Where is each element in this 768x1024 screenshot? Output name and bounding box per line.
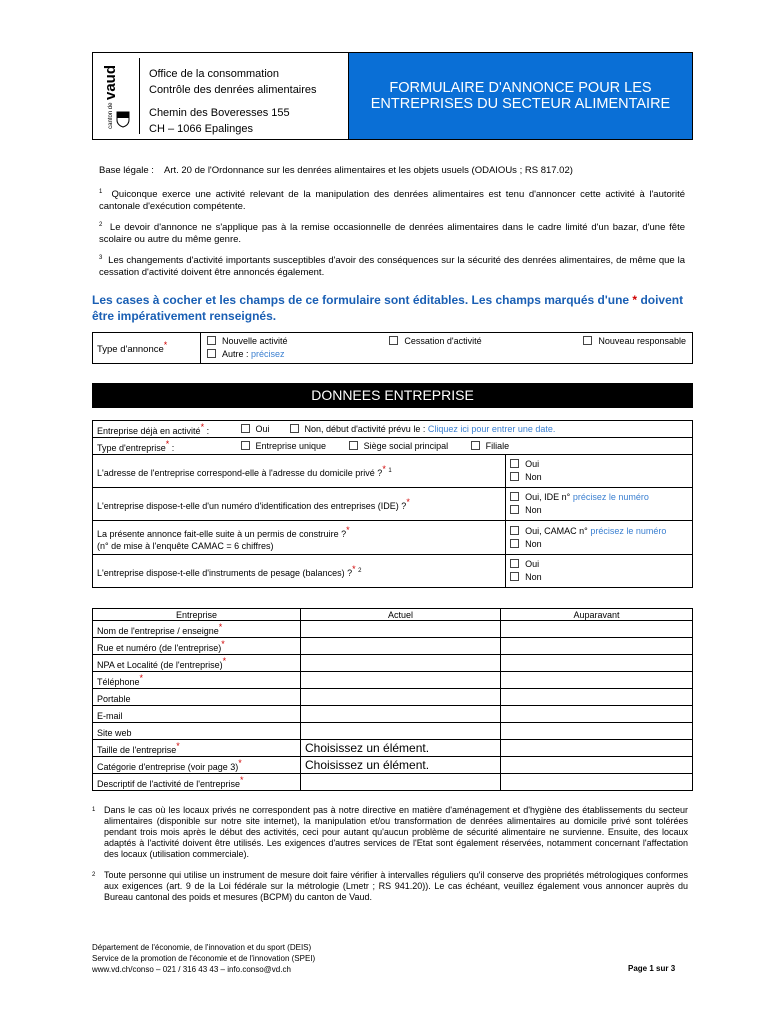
required-star: *	[632, 293, 638, 307]
start-date-field[interactable]: Cliquez ici pour entrer une date.	[427, 424, 556, 434]
office-address	[139, 58, 317, 134]
legal-basis	[99, 165, 573, 176]
current-value-field[interactable]	[301, 638, 501, 655]
document-header	[92, 52, 693, 140]
row-label: Téléphone*	[93, 672, 301, 689]
table-row	[93, 774, 693, 791]
company-details-table	[92, 608, 693, 791]
ide-no[interactable]: Non	[510, 505, 542, 515]
col-header-previous: Auparavant	[501, 609, 693, 621]
option-new-activity[interactable]: Nouvelle activité	[207, 335, 288, 348]
table-row	[93, 689, 693, 706]
canton-logo	[93, 53, 139, 139]
address-no-checkbox[interactable]	[510, 472, 519, 481]
form-title-line2: ENTREPRISES DU SECTEUR ALIMENTAIRE	[370, 96, 671, 112]
page-number: Page 1 sur 3	[628, 964, 676, 973]
active-no-checkbox[interactable]	[290, 424, 299, 433]
logo-big-text: vaud	[102, 65, 119, 101]
legal-paragraph-1: $^1$ Quiconque exerce une activité relevant de la manipulation des denrées alimentaires est tenu d'annoncer cette activité à l'autorité cantonale d'exécution compétente.	[99, 189, 685, 213]
address-yes[interactable]: Oui	[510, 459, 539, 469]
active-label: Entreprise déjà en activité* :	[93, 421, 237, 438]
type-branch-checkbox[interactable]	[471, 441, 480, 450]
scales-no-checkbox[interactable]	[510, 572, 519, 581]
active-yes[interactable]: Oui	[241, 424, 270, 434]
table-row	[93, 740, 693, 757]
previous-value-field[interactable]	[501, 655, 693, 672]
camac-no-checkbox[interactable]	[510, 539, 519, 548]
previous-value-field[interactable]	[501, 774, 693, 791]
table-row	[93, 672, 693, 689]
announcement-type-table	[92, 332, 693, 364]
table-row	[93, 723, 693, 740]
table-row	[93, 757, 693, 774]
ide-no-checkbox[interactable]	[510, 505, 519, 514]
scales-yes-checkbox[interactable]	[510, 559, 519, 568]
service-name: Contrôle des denrées alimentaires	[149, 83, 317, 96]
row-label: E-mail	[93, 706, 301, 723]
camac-no[interactable]: Non	[510, 539, 542, 549]
option-other[interactable]: Autre : précisez	[207, 349, 285, 359]
camac-number-field[interactable]: précisez le numéro	[590, 525, 667, 536]
footnote-1: 1 Dans le cas où les locaux privés ne correspondent pas à notre directive en matière d'aménagement et d'hygiène des établissements du secteur alimentaires (disponible sur notre site internet), la manipulation et/ou transformation de denrées alimentaires au domicile privé sont tolérées pendant trois mois après le début des activités, ceci pour autant qu'aucun problème de sécurité alimentaire ne survienne. Ensuite, des locaux adaptés à l'activité doivent être utilisés. Les exigences d'autres services de l'Etat sont également réservées, notamment concernant l'affectation des locaux (utilisation commerciale).	[92, 805, 688, 859]
legal-paragraph-3: $^3$ Les changements d'activité importants susceptibles d'avoir des conséquences sur la sécurité des denrées alimentaires, de même que la cessation d'activité doivent être annoncés également.	[99, 255, 685, 279]
option-cessation[interactable]: Cessation d'activité	[389, 335, 481, 348]
option-new-manager[interactable]: Nouveau responsable	[583, 335, 686, 348]
col-header-company: Entreprise	[93, 609, 301, 621]
scales-yes[interactable]: Oui	[510, 559, 539, 569]
previous-value-field[interactable]	[501, 706, 693, 723]
active-no[interactable]: Non, début d'activité prévu le :	[290, 424, 426, 434]
current-value-field[interactable]	[301, 723, 501, 740]
editable-notice: Les cases à cocher et les champs de ce formulaire sont éditables. Les champs marqués d'une * doivent être impérativement renseignés.	[92, 293, 684, 323]
announcement-type-label: Type d'annonce*	[93, 333, 201, 364]
type-single[interactable]: Entreprise unique	[241, 441, 327, 451]
footnote-2: 2 Toute personne qui utilise un instrument de mesure doit faire vérifier à intervalles réguliers qu'il conserve des propriétés métrologiques conformes aux exigences (art. 9 de la Loi fédérale sur la métrologie (Lmetr ; RS 941.20)). Le cas échéant, veuillez également vous annoncer auprès du Bureau cantonal des poids et mesures (BCPM) du canton de Vaud.	[92, 870, 688, 902]
footer-department: Département de l'économie, de l'innovation et du sport (DEIS)	[92, 943, 312, 952]
row-label: NPA et Localité (de l'entreprise)*	[93, 655, 301, 672]
scales-no[interactable]: Non	[510, 572, 542, 582]
new-manager-checkbox[interactable]	[583, 336, 592, 345]
current-value-field[interactable]	[301, 672, 501, 689]
ide-number-field[interactable]: précisez le numéro	[572, 492, 649, 502]
footer-contact: www.vd.ch/conso – 021 / 316 43 43 – info.conso@vd.ch	[92, 965, 291, 974]
form-title-line1: FORMULAIRE D'ANNONCE POUR LES	[389, 80, 652, 96]
row-label: Taille de l'entreprise*	[93, 740, 301, 757]
row-label: Site web	[93, 723, 301, 740]
current-value-field[interactable]	[301, 774, 501, 791]
office-name: Office de la consommation	[149, 68, 280, 80]
page-footer	[92, 942, 315, 975]
ide-yes-checkbox[interactable]	[510, 492, 519, 501]
active-yes-checkbox[interactable]	[241, 424, 250, 433]
form-title	[349, 53, 692, 139]
ide-question: L'entreprise dispose-t-elle d'un numéro d'identification des entreprises (IDE) ?*	[93, 488, 506, 521]
new-activity-checkbox[interactable]	[207, 336, 216, 345]
address-yes-checkbox[interactable]	[510, 459, 519, 468]
logo-small-text: canton de	[108, 102, 114, 129]
previous-value-field[interactable]	[501, 621, 693, 638]
current-value-field[interactable]	[301, 689, 501, 706]
row-label: Nom de l'entreprise / enseigne*	[93, 621, 301, 638]
legal-label: Base légale :	[99, 165, 154, 176]
previous-value-field[interactable]	[501, 672, 693, 689]
type-single-checkbox[interactable]	[241, 441, 250, 450]
office-block	[93, 53, 349, 139]
permit-question: La présente annonce fait-elle suite à un permis de construire ?* (n° de mise à l'enquête CAMAC = 6 chiffres)	[93, 521, 506, 555]
row-label: Portable	[93, 689, 301, 706]
city-address: CH – 1066 Epalinges	[149, 122, 253, 135]
company-info-table	[92, 420, 693, 588]
table-row	[93, 621, 693, 638]
camac-yes-checkbox[interactable]	[510, 526, 519, 535]
other-specify-field[interactable]: précisez	[251, 349, 285, 359]
other-checkbox[interactable]	[207, 349, 216, 358]
previous-value-field[interactable]	[501, 689, 693, 706]
type-headquarters-checkbox[interactable]	[349, 441, 358, 450]
table-row	[93, 706, 693, 723]
table-row	[93, 655, 693, 672]
address-no[interactable]: Non	[510, 472, 542, 482]
type-branch[interactable]: Filiale	[471, 441, 510, 451]
current-value-field[interactable]	[301, 655, 501, 672]
type-headquarters[interactable]: Siège social principal	[349, 441, 449, 451]
row-label: Rue et numéro (de l'entreprise)*	[93, 638, 301, 655]
ide-yes[interactable]: Oui, IDE n° précisez le numéro	[510, 492, 649, 502]
scales-question: L'entreprise dispose-t-elle d'instruments de pesage (balances) ?* $^2$	[93, 555, 506, 588]
previous-value-field[interactable]	[501, 757, 693, 774]
current-value-field[interactable]: Choisissez un élément.	[301, 757, 501, 774]
legal-text: Art. 20 de l'Ordonnance sur les denrées alimentaires et les objets usuels (ODAIOUs ; RS 817.02)	[163, 165, 573, 176]
current-value-field[interactable]: Choisissez un élément.	[301, 740, 501, 757]
camac-yes[interactable]: Oui, CAMAC n° précisez le numéro	[510, 526, 666, 536]
section-heading: DONNEES ENTREPRISE	[92, 383, 693, 408]
row-label: Catégorie d'entreprise (voir page 3)*	[93, 757, 301, 774]
shield-icon	[116, 111, 130, 128]
current-value-field[interactable]	[301, 621, 501, 638]
row-label: Descriptif de l'activité de l'entreprise*	[93, 774, 301, 791]
table-row	[93, 638, 693, 655]
address-question: L'adresse de l'entreprise correspond-elle à l'adresse du domicile privé ?* $^1$	[93, 455, 506, 488]
type-label: Type d'entreprise* :	[93, 438, 237, 455]
legal-paragraph-2: $^2$ Le devoir d'annonce ne s'applique pas à la remise occasionnelle de denrées alimentaires dans le cadre limité d'un bazar, d'une fête scolaire ou autre du même genre.	[99, 222, 685, 246]
previous-value-field[interactable]	[501, 740, 693, 757]
previous-value-field[interactable]	[501, 723, 693, 740]
col-header-current: Actuel	[301, 609, 501, 621]
current-value-field[interactable]	[301, 706, 501, 723]
previous-value-field[interactable]	[501, 638, 693, 655]
cessation-checkbox[interactable]	[389, 336, 398, 345]
footer-service: Service de la promotion de l'économie et de l'innovation (SPEI)	[92, 954, 316, 963]
street-address: Chemin des Boveresses 155	[149, 107, 290, 119]
